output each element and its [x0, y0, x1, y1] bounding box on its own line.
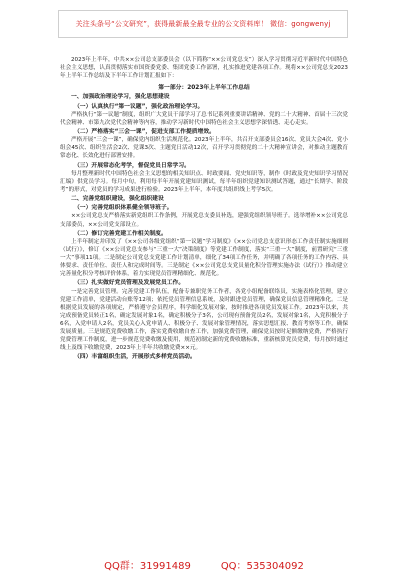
section-title-1: 一、加强政治理论学习，强化思想建设: [71, 94, 170, 101]
section-title-2: 二、完善党组织建设，强化组织建设: [71, 196, 164, 203]
subsection-text-1: 严格执行“第一议题”制度，组织广大党员干部学习了总书记系列重要讲话精神、党的二十大精神、首届十三次党代会精神、市第九次党代会精神等内容，推动学习新时代中国特色社会主义思想学深悟透、走心走实。: [60, 111, 348, 126]
promo-banner: [58, 10, 348, 38]
subsection-text-5: 上半年制定并印发了《××公司各级党组织“第一议题”学习制度》《××公司党总支意识形态工作责任制实施细则（试行）》，修订《××公司党总支参与“三重一大”决策制度》等党建工作制度，落实“三重一大”制度，前置研究“三重一大”事项11项。二是制定公司党总支党建工作计划清单，细化了34项工作任务，并明确了各项任务的工作内容、具体要求、责任单位、责任人和完成时间等。三是制定《××公司党总支党员量化积分管理实施办法（试行）》推动建立完善量化积分考核评价体系，着力实现党员管理精细化、规范化。: [60, 238, 348, 278]
subsection-title-6: （三）扎实做好党员管理及发展党员工作。: [74, 280, 185, 287]
document-body: [60, 56, 348, 361]
footer-contacts: [0, 556, 408, 572]
subsection-text-4: ××公司党总支严格落实新党组织工作条例，开展党总支委员补选，建强党组织领导班子。选举增补××公司党总支部委员，××公司党支部设立。: [60, 213, 348, 228]
subsection-title-2: （二）严格落实“三会一课”，促进支部工作提质增效。: [74, 129, 215, 136]
subsection-title-3: （三）开展常态化考学，督促党员日常学习。: [74, 162, 190, 169]
qq-number-text: QQ：535304092: [220, 560, 304, 572]
qq-group-text: QQ群：31991489: [104, 560, 191, 572]
subsection-title-4: （一）完善党组织体系健全领导班子。: [74, 205, 173, 212]
subsection-title-7: （四）丰富组织生活，开展形式多样党员活动。: [74, 354, 196, 361]
part-title: 第一部分：2023年上半年工作总结: [158, 85, 250, 92]
subsection-title-1: （一）认真执行“第一议题”，强化政治理论学习。: [74, 103, 204, 110]
promo-banner-text: 关注头条号“公文研究”，获得最新最全最专业的公文资料库！ 微信：gongwenyj: [75, 19, 331, 28]
subsection-title-5: （二）修订完善党建工作相关制度。: [74, 230, 167, 237]
subsection-text-6: 一是完善党员管理。完善党建工作队伍，配备专兼职党务工作者，各党小组配备联络员，实施表格化管理，建立党建工作清单，党建活动台账等12项；依托党员管理信息系统，及时跟进党员管理，确保党员信息管理精准化。二是根据党员发展的各项规定，严格遵守会员程序，科学细化发展对象，按时推进各项党员发展工作。2023年以来，共完成预备党员转正1名，确定发展对象1名，确定积极分子3名，公司现有预备党员2名，发展对象1名，入党积极分子6名，入党申请人2名，党员关心入党申请人、积极分子、发展对象管理情况，落实思想汇报、教育考察等工作，确保发展质量。三是规范党费收缴工作，落实党费收缴自查工作，加强党费管理，确保党员按时足额缴纳党费，严格执行党费管理工作制度，进一步规范党费收缴及使用，规范初制定新的党费收缴标准，重新核算党员党费，每月按时通过线上及线下收缴党费，2023年上半年共收缴党费××元。: [60, 288, 348, 352]
subsection-text-2: 严格开展“三会一课”，确保党内组织生活规范化。2023年上半年，共召开支部委员会16次、党员大会4次、党小组会45次、组织生活会2次、党课3次、主题党日活动12次，召开学习贯彻党的二十大精神宣讲会，对推动主题教育常态化、长效化进行部署安排。: [60, 137, 348, 160]
subsection-text-3: 每月整理新时代中国特色社会主义思想的相关知识点、时政要闻、党史知识等，制作《时政及党史知识学习情况汇编》供党员学习。每月中旬，利用每半年开展党建知识测试，每半年组织党建知识测试答题，通过“长期学、阶段考”的形式，对党员的学习成果进行检验。2023年上半年，本年度共组织线上考学5次。: [60, 170, 348, 193]
intro-paragraph: 2023年上半年，中共××公司总支部委员会（以下简称“××公司党总支”）深入学习贯彻习近平新时代中国特色社会主义思想，认真贯彻落实市国资委党委、集团党委工作部署，扎实推进党建各项工作。现将××公司党总支2023年上半年工作总结及下半年工作计划汇报如下：: [60, 57, 348, 80]
